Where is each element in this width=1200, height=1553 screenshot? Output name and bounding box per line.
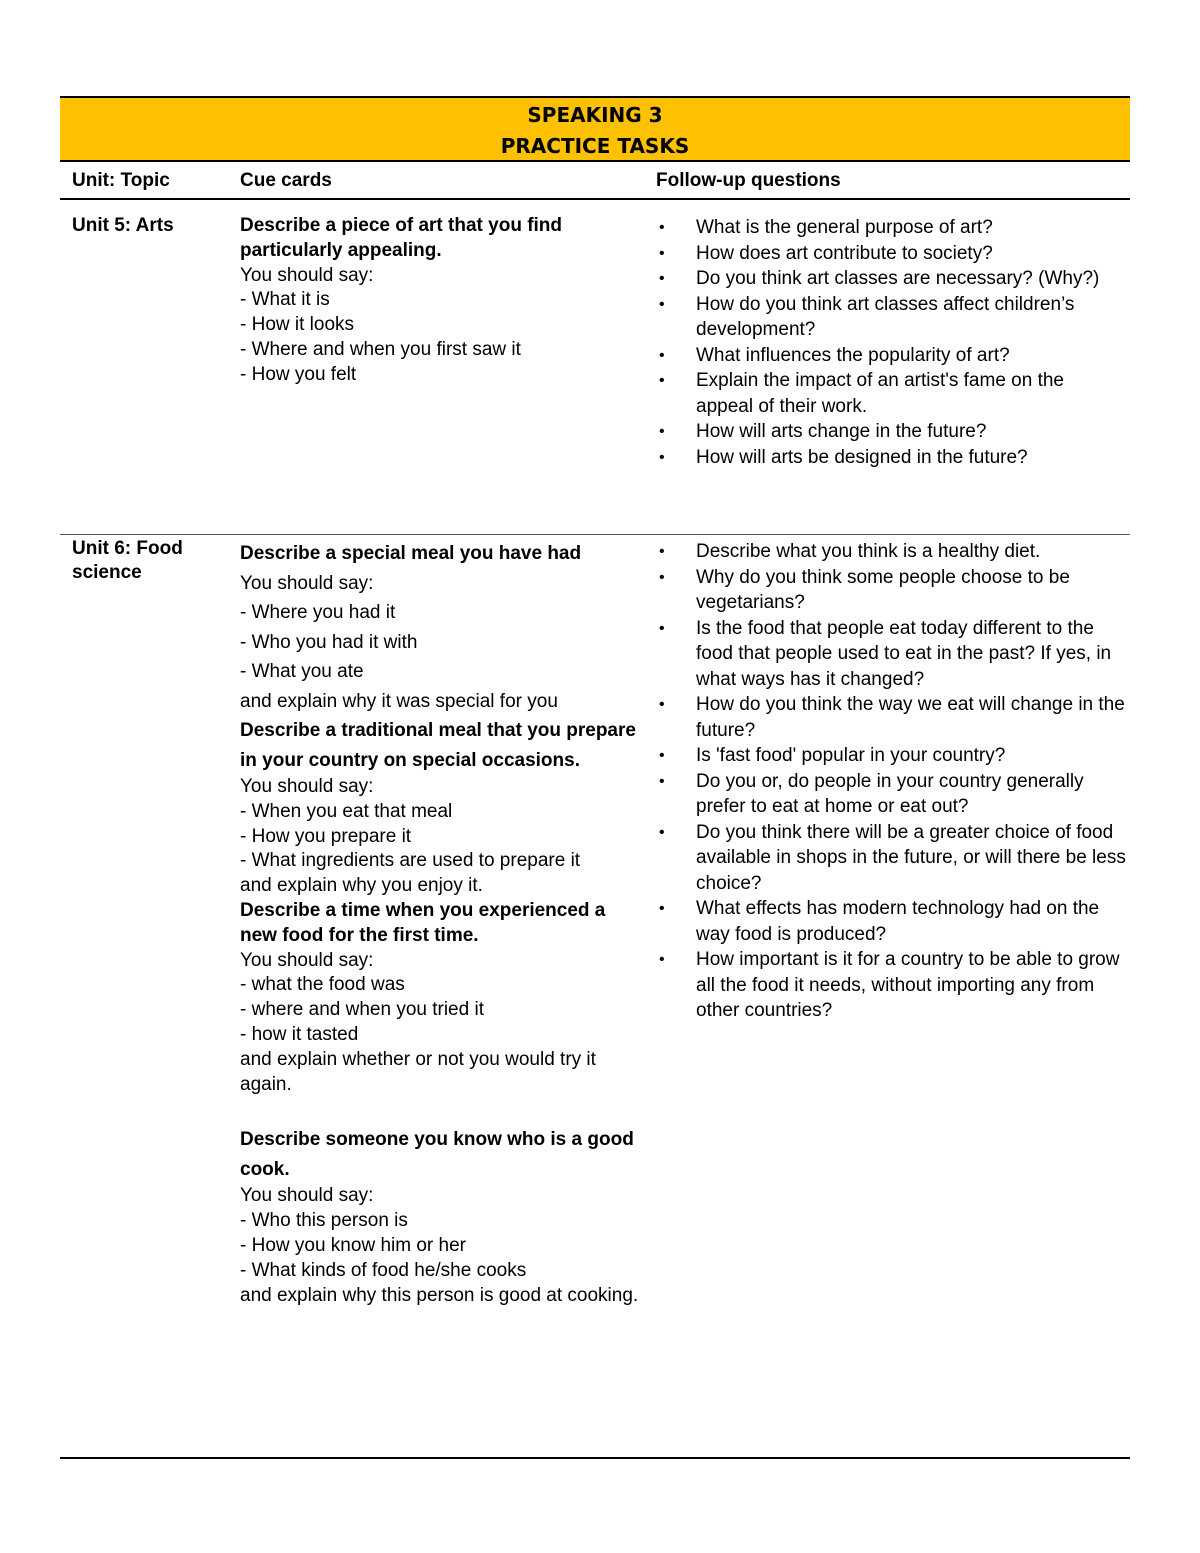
question-item: • How important is it for a country to be able to grow all the food it needs, without importing any from other countries? bbox=[656, 947, 1126, 1024]
cue-card-title: Describe a traditional meal that you prepare in your country on special occasions. bbox=[240, 720, 636, 771]
question-item: • Is 'fast food' popular in your country? bbox=[656, 743, 1126, 769]
question-item: • Describe what you think is a healthy diet. bbox=[656, 539, 1126, 565]
question-item: • How do you think art classes affect children’s development? bbox=[656, 292, 1126, 343]
table-header-row bbox=[60, 162, 1130, 200]
cue-card-title: Describe a time when you experienced a new food for the first time. bbox=[240, 899, 606, 946]
cue-card bbox=[240, 214, 640, 388]
cue-card-point: - Who this person is bbox=[240, 1210, 408, 1232]
cue-card-point: - Where you had it bbox=[240, 602, 396, 623]
practice-tasks-table bbox=[60, 96, 1130, 1459]
cue-card-point: - Where and when you first saw it bbox=[240, 338, 521, 360]
banner-title: SPEAKING 3 bbox=[527, 103, 663, 127]
cue-card-prompt: You should say: bbox=[240, 776, 374, 797]
cue-card bbox=[240, 899, 640, 1097]
question-item: • Why do you think some people choose to be vegetarians? bbox=[656, 565, 1126, 616]
table-row-unit-6 bbox=[60, 535, 1130, 1459]
cue-card-point: - How you know him or her bbox=[240, 1234, 466, 1256]
cue-card-point: - How you prepare it bbox=[240, 825, 412, 847]
cue-card-point: - How you felt bbox=[240, 363, 357, 385]
cue-card bbox=[240, 539, 640, 716]
follow-up-questions bbox=[656, 539, 1126, 1024]
question-item: • Do you or, do people in your country generally prefer to eat at home or eat out? bbox=[656, 769, 1126, 820]
cue-card-point: - Who you had it with bbox=[240, 631, 418, 653]
question-item: • What effects has modern technology had on the way food is produced? bbox=[656, 896, 1126, 947]
unit-topic: Unit 5: Arts bbox=[72, 215, 174, 236]
cue-card-point: - what the food was bbox=[240, 974, 405, 996]
cue-card-explain: and explain why you enjoy it. bbox=[240, 875, 483, 897]
unit-topic: Unit 6: Food science bbox=[72, 538, 183, 583]
header-cue-cards: Cue cards bbox=[240, 170, 332, 191]
header-follow-up-questions: Follow-up questions bbox=[656, 170, 841, 191]
cue-card-prompt: You should say: bbox=[240, 1185, 374, 1207]
cue-card-point: - What it is bbox=[240, 289, 330, 311]
cue-card-point: - how it tasted bbox=[240, 1023, 359, 1045]
cue-card-prompt: You should say: bbox=[240, 572, 374, 594]
cue-card-explain: and explain whether or not you would try it again. bbox=[240, 1048, 596, 1095]
cue-card-point: - What kinds of food he/she cooks bbox=[240, 1259, 527, 1281]
cue-card-title: Describe a piece of art that you find particularly appealing. bbox=[240, 215, 563, 261]
header-unit-topic: Unit: Topic bbox=[72, 170, 170, 191]
question-item: • Do you think art classes are necessary? (Why?) bbox=[656, 266, 1126, 292]
question-item: • How does art contribute to society? bbox=[656, 241, 1126, 267]
cue-card-point: - When you eat that meal bbox=[240, 800, 453, 822]
cue-card-point: - What ingredients are used to prepare it bbox=[240, 850, 581, 872]
cue-card-point: - How it looks bbox=[240, 314, 355, 336]
table-row-unit-5 bbox=[60, 200, 1130, 535]
cue-card-prompt: You should say: bbox=[240, 949, 374, 971]
follow-up-questions bbox=[656, 215, 1126, 470]
cue-card bbox=[240, 716, 640, 899]
question-item: • Explain the impact of an artist's fame on the appeal of their work. bbox=[656, 368, 1126, 419]
cue-card bbox=[240, 1125, 640, 1308]
cue-card-explain: and explain why this person is good at cooking. bbox=[240, 1284, 639, 1306]
question-item: • How will arts change in the future? bbox=[656, 419, 1126, 445]
cue-card-prompt: You should say: bbox=[240, 264, 374, 286]
question-item: • What is the general purpose of art? bbox=[656, 215, 1126, 241]
question-item: • What influences the popularity of art? bbox=[656, 343, 1126, 369]
cue-card-point: - What you ate bbox=[240, 661, 364, 682]
banner-subtitle: PRACTICE TASKS bbox=[500, 134, 690, 158]
question-item: • How do you think the way we eat will change in the future? bbox=[656, 692, 1126, 743]
question-item: • Do you think there will be a greater choice of food available in shops in the future, or will there be less choice? bbox=[656, 820, 1126, 897]
question-item: • Is the food that people eat today different to the food that people used to eat in the past? If yes, in what ways has it changed? bbox=[656, 616, 1126, 693]
title-banner bbox=[60, 96, 1130, 162]
cue-cards-column bbox=[240, 539, 640, 1308]
cue-card-point: - where and when you tried it bbox=[240, 999, 484, 1021]
cue-card-title: Describe someone you know who is a good cook. bbox=[240, 1129, 634, 1180]
cue-card-explain: and explain why it was special for you bbox=[240, 690, 558, 712]
question-item: • How will arts be designed in the future? bbox=[656, 445, 1126, 471]
cue-card-title: Describe a special meal you have had bbox=[240, 543, 582, 564]
